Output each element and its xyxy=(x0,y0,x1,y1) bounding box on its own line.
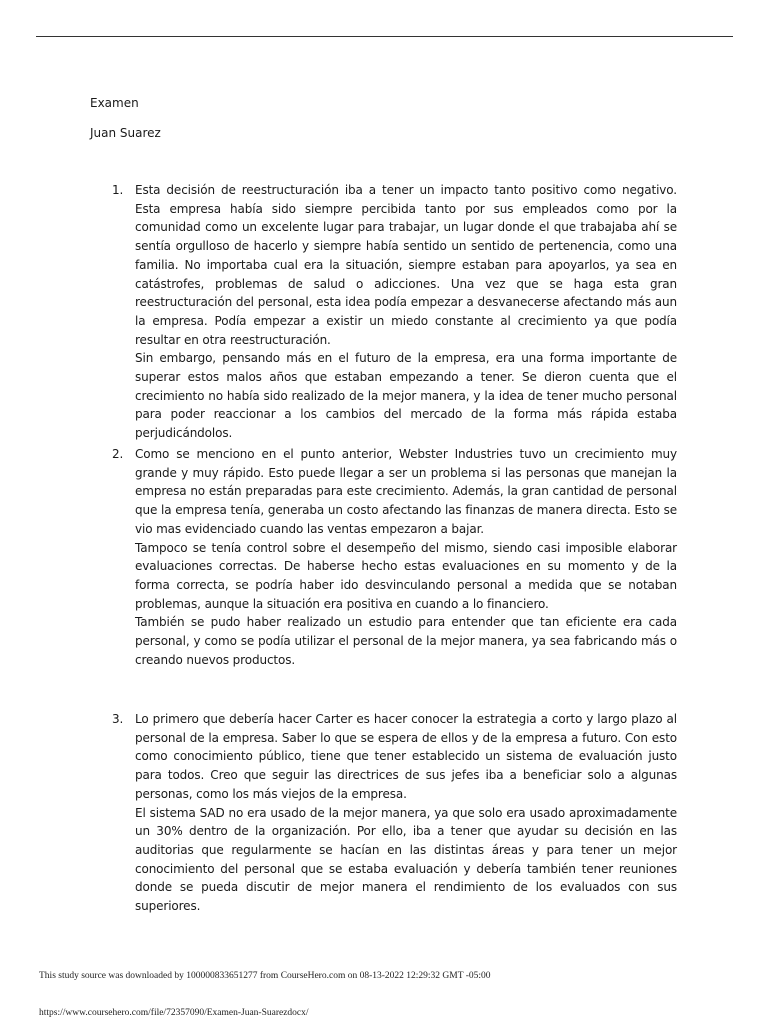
question-1 xyxy=(112,181,677,443)
answer-paragraph: El sistema SAD no era usado de la mejor manera, ya que solo era usado aproximadamente un 30% dentro de la organización. Por ello, iba a tener que ayudar su decisión en las auditorias que regularmente se hacían en las distintas áreas y para tener un mejor conocimiento del personal que se estaba evaluación y debería también tener reuniones donde se pueda discutir de mejor manera el rendimiento de los evaluados con sus superiores. xyxy=(135,805,677,914)
header-rule xyxy=(36,36,733,37)
document-author: Juan Suarez xyxy=(90,126,161,140)
question-number: 3. xyxy=(112,712,124,726)
question-body xyxy=(135,181,677,443)
answer-paragraph: También se pudo haber realizado un estudio para entender que tan eficiente era cada personal, y como se podía utilizar el personal de la mejor manera, ya sea fabricando más o creando nuevos productos. xyxy=(135,615,677,667)
answer-paragraph: Esta decisión de reestructuración iba a tener un impacto tanto positivo como negativo. Esta empresa había sido siempre percibida tanto por sus empleados como por la comunidad como un excelente lugar para trabajar, un lugar donde el que trabajaba ahí se sentía orgulloso de hacerlo y siempre había sentido un sentido de pertenencia, como una familia. No importaba cual era la situación, siempre estaban para apoyarlos, ya sea en catástrofes, problemas de salud o adicciones. Una vez que se haga esta gran reestructuración del personal, esta idea podía empezar a desvanecerse afectando más aun la empresa. Podía empezar a existir un miedo constante al crecimiento ya que podía resultar en otra reestructuración. xyxy=(135,183,677,347)
question-3 xyxy=(112,710,677,916)
question-body xyxy=(135,445,677,669)
answer-paragraph: Sin embargo, pensando más en el futuro de la empresa, era una forma importante de superar estos malos años que estaban empezando a tener. Se dieron cuenta que el crecimiento no había sido realizado de la mejor manera, y la idea de tener mucho personal para poder reaccionar a los cambios del mercado de la forma más rápida estaba perjudicándolos. xyxy=(135,351,677,441)
answer-paragraph: Lo primero que debería hacer Carter es hacer conocer la estrategia a corto y largo plazo al personal de la empresa. Saber lo que se espera de ellos y de la empresa a futuro. Con esto como conocimiento público, tiene que tener establecido un sistema de evaluación justo para todos. Creo que seguir las directrices de sus jefes iba a beneficiar solo a algunas personas, como los más viejos de la empresa. xyxy=(135,712,677,801)
question-body xyxy=(135,710,677,916)
answer-paragraph: Tampoco se tenía control sobre el desempeño del mismo, siendo casi imposible elaborar evaluaciones correctas. De haberse hecho estas evaluaciones en su momento y de la forma correcta, se podría haber ido desvinculando personal a medida que se notaban problemas, aunque la situación era positiva en cuando a lo financiero. xyxy=(135,540,677,611)
source-url: https://www.coursehero.com/file/72357090/Examen-Juan-Suarezdocx/ xyxy=(39,1008,309,1018)
question-number: 1. xyxy=(112,183,124,197)
download-source-note: This study source was downloaded by 100000833651277 from CourseHero.com on 08-13-2022 12:29:32 GMT -05:00 xyxy=(39,971,491,981)
document-title: Examen xyxy=(90,96,139,110)
question-number: 2. xyxy=(112,447,124,461)
answer-paragraph: Como se menciono en el punto anterior, Webster Industries tuvo un crecimiento muy grande y muy rápido. Esto puede llegar a ser un problema si las personas que manejan la empresa no están preparadas para este crecimiento. Además, la gran cantidad de personal que la empresa tenía, generaba un costo afectando las finanzas de manera directa. Esto se vio mas evidenciado cuando las ventas empezaron a bajar. xyxy=(135,447,677,536)
question-2 xyxy=(112,445,677,669)
